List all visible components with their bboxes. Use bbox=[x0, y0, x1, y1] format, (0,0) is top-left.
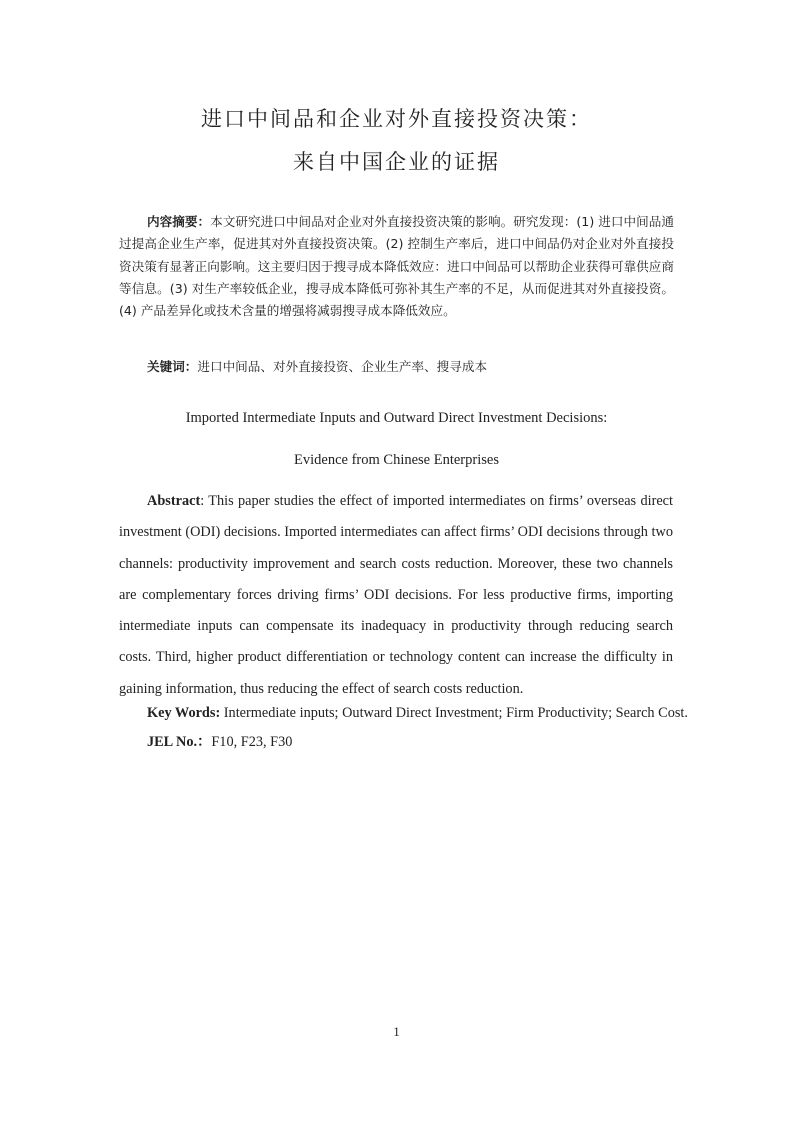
jel-label: JEL No.： bbox=[147, 734, 212, 750]
english-keywords bbox=[147, 705, 688, 722]
chinese-keywords-label: 关键词： bbox=[147, 359, 198, 374]
english-keywords-label: Key Words: bbox=[147, 705, 221, 721]
english-title-line-1: Imported Intermediate Inputs and Outward Direct Investment Decisions: bbox=[185, 410, 608, 426]
english-abstract-label: Abstract bbox=[147, 493, 201, 509]
jel-codes: F10, F23, F30 bbox=[211, 734, 293, 750]
chinese-abstract-label: 内容摘要： bbox=[147, 214, 211, 229]
chinese-keywords bbox=[147, 356, 487, 375]
jel-classification bbox=[147, 731, 292, 751]
page-number: 1 bbox=[393, 1024, 400, 1039]
chinese-abstract bbox=[119, 211, 674, 322]
chinese-title-line-2: 来自中国企业的证据 bbox=[293, 150, 500, 174]
chinese-abstract-text: 本文研究进口中间品对企业对外直接投资决策的影响。研究发现：(1) 进口中间品通过提高企业生产率，促进其对外直接投资决策。(2) 控制生产率后，进口中间品仍对企业对外直接投资决策有显著正向影响。这主要归因于搜寻成本降低效应：进口中间品可以帮助企业获得可靠供应商等信息。(3) 对生产率较低企业，搜寻成本降低可弥补其生产率的不足，从而促进其对外直接投资。(4) 产品差异化或技术含量的增强将减弱搜寻成本降低效应。 bbox=[119, 214, 675, 319]
chinese-keywords-text: 进口中间品、对外直接投资、企业生产率、搜寻成本 bbox=[197, 359, 488, 374]
english-abstract-text: : This paper studies the effect of imported intermediates on firms’ overseas direct investment (ODI) decisions. Imported intermediates can affect firms’ ODI decisions through two channels: productivity improvement and search costs reduction. Moreover, these two channels are complementary forces driving firms’ ODI decisions. For less productive firms, importing intermediate inputs can compensate its inadequacy in productivity through reducing search costs. Third, higher product differentiation or technology content can increase the difficulty in gaining information, thus reducing the effect of search costs reduction. bbox=[119, 493, 673, 697]
english-keywords-text: Intermediate inputs; Outward Direct Investment; Firm Productivity; Search Cost. bbox=[220, 705, 688, 721]
english-abstract bbox=[119, 486, 673, 705]
english-title-line-2: Evidence from Chinese Enterprises bbox=[294, 452, 499, 468]
chinese-title-line-1: 进口中间品和企业对外直接投资决策： bbox=[201, 107, 592, 131]
